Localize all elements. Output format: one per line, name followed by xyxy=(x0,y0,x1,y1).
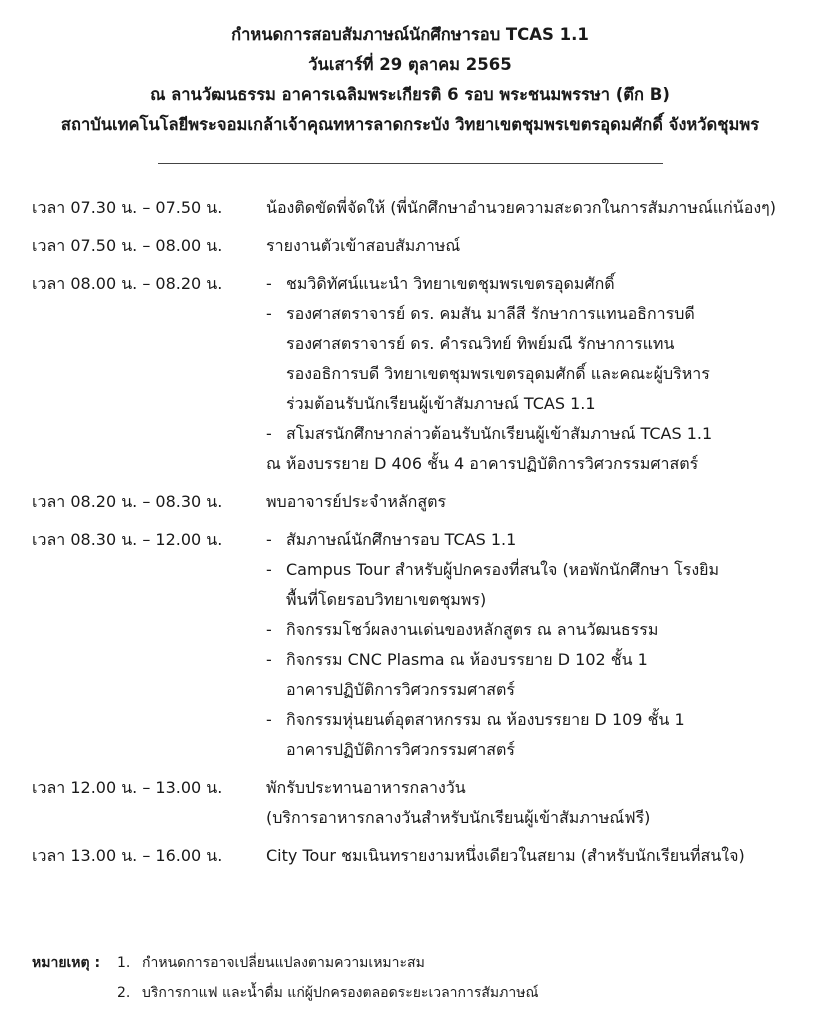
activity-bullet xyxy=(266,705,802,765)
schedule-content xyxy=(266,231,802,261)
schedule-item xyxy=(32,841,802,871)
schedule-content xyxy=(266,773,802,833)
schedule-time: เวลา 08.20 น. – 08.30 น. xyxy=(32,492,223,511)
activity-text: รองศาสตราจารย์ ดร. คมสัน มาลีสี รักษาการแทนอธิการบดี xyxy=(286,304,695,323)
event-venue: ณ ลานวัฒนธรรม อาคารเฉลิมพระเกียรติ 6 รอบ พระชนมพรรษา (ตึก B) xyxy=(150,85,670,104)
remark-label: หมายเหตุ : xyxy=(32,955,101,971)
schedule-time: เวลา 07.50 น. – 08.00 น. xyxy=(32,236,223,255)
activity-bullet xyxy=(266,645,802,705)
bullet-dash: - xyxy=(266,530,272,549)
bullet-dash: - xyxy=(266,424,272,443)
document-header xyxy=(0,20,820,140)
bullet-dash: - xyxy=(266,304,272,323)
activity-text: กิจกรรม CNC Plasma ณ ห้องบรรยาย D 102 ชั้น 1 xyxy=(286,650,648,669)
event-date: วันเสาร์ที่ 29 ตุลาคม 2565 xyxy=(308,55,512,74)
schedule-time: เวลา 12.00 น. – 13.00 น. xyxy=(32,778,223,797)
remark-text: กำหนดการอาจเปลี่ยนแปลงตามความเหมาะสม xyxy=(142,955,425,971)
bullet-dash: - xyxy=(266,620,272,639)
schedule-item xyxy=(32,269,802,479)
remark-number: 2. xyxy=(117,985,131,1001)
schedule-item xyxy=(32,525,802,765)
activity-text: อาคารปฏิบัติการวิศวกรรมศาสตร์ xyxy=(286,740,516,759)
activity-text: รองศาสตราจารย์ ดร. คำรณวิทย์ ทิพย์มณี รักษาการแทน xyxy=(286,334,675,353)
activity-text: ร่วมต้อนรับนักเรียนผู้เข้าสัมภาษณ์ TCAS 1.1 xyxy=(286,394,596,413)
schedule-content xyxy=(266,487,802,517)
activity-text: พักรับประทานอาหารกลางวัน xyxy=(266,778,466,797)
document-title: กำหนดการสอบสัมภาษณ์นักศึกษารอบ TCAS 1.1 xyxy=(231,25,589,44)
schedule-item xyxy=(32,487,802,517)
schedule-item xyxy=(32,193,802,223)
activity-text: รายงานตัวเข้าสอบสัมภาษณ์ xyxy=(266,236,461,255)
bullet-dash: - xyxy=(266,560,272,579)
activity-bullet xyxy=(266,555,802,615)
activity-bullet xyxy=(266,615,802,645)
activity-text: กิจกรรมโชว์ผลงานเด่นของหลักสูตร ณ ลานวัฒนธรรม xyxy=(286,620,659,639)
bullet-dash: - xyxy=(266,710,272,729)
schedule-content xyxy=(266,269,802,479)
remark-number: 1. xyxy=(117,955,131,971)
schedule-content xyxy=(266,841,802,871)
schedule-item xyxy=(32,231,802,261)
schedule-time: เวลา 13.00 น. – 16.00 น. xyxy=(32,846,223,865)
activity-text: พบอาจารย์ประจำหลักสูตร xyxy=(266,492,447,511)
activity-text: สัมภาษณ์นักศึกษารอบ TCAS 1.1 xyxy=(286,530,517,549)
remark-text: บริการกาแฟ และน้ำดื่ม แก่ผู้ปกครองตลอดระยะเวลาการสัมภาษณ์ xyxy=(142,985,539,1001)
schedule-item xyxy=(32,773,802,833)
activity-text: รองอธิการบดี วิทยาเขตชุมพรเขตรอุดมศักดิ์ และคณะผู้บริหาร xyxy=(286,364,710,383)
activity-bullet xyxy=(266,525,802,555)
activity-bullet xyxy=(266,419,802,449)
schedule-content xyxy=(266,193,802,223)
activity-text: อาคารปฏิบัติการวิศวกรรมศาสตร์ xyxy=(286,680,516,699)
schedule-list xyxy=(32,193,802,871)
schedule-time: เวลา 08.30 น. – 12.00 น. xyxy=(32,530,223,549)
schedule-time: เวลา 07.30 น. – 07.50 น. xyxy=(32,198,223,217)
activity-text: Campus Tour สำหรับผู้ปกครองที่สนใจ (หอพักนักศึกษา โรงยิม xyxy=(286,560,720,579)
activity-text: City Tour ชมเนินทรายงามหนึ่งเดียวในสยาม (สำหรับนักเรียนที่สนใจ) xyxy=(266,846,745,865)
activity-text: สโมสรนักศึกษากล่าวต้อนรับนักเรียนผู้เข้าสัมภาษณ์ TCAS 1.1 xyxy=(286,424,713,443)
activity-location: ณ ห้องบรรยาย D 406 ชั้น 4 อาคารปฏิบัติการวิศวกรรมศาสตร์ xyxy=(266,454,699,473)
bullet-dash: - xyxy=(266,274,272,293)
institute-name: สถาบันเทคโนโลยีพระจอมเกล้าเจ้าคุณทหารลาดกระบัง วิทยาเขตชุมพรเขตรอุดมศักดิ์ จังหวัดชุมพร xyxy=(60,115,760,134)
header-divider xyxy=(158,163,663,164)
activity-text: (บริการอาหารกลางวันสำหรับนักเรียนผู้เข้าสัมภาษณ์ฟรี) xyxy=(266,808,651,827)
bullet-dash: - xyxy=(266,650,272,669)
activity-bullet xyxy=(266,299,802,419)
activity-text: กิจกรรมหุ่นยนต์อุตสาหกรรม ณ ห้องบรรยาย D 109 ชั้น 1 xyxy=(286,710,685,729)
activity-text: พื้นที่โดยรอบวิทยาเขตชุมพร) xyxy=(286,590,487,609)
activity-bullet xyxy=(266,269,802,299)
activity-text: ชมวิดิทัศน์แนะนำ วิทยาเขตชุมพรเขตรอุดมศักดิ์ xyxy=(286,274,615,293)
activity-text: น้องติดขัดพี่จัดให้ (พี่นักศึกษาอำนวยความสะดวกในการสัมภาษณ์แก่น้องๆ) xyxy=(266,198,776,217)
schedule-time: เวลา 08.00 น. – 08.20 น. xyxy=(32,274,223,293)
schedule-content xyxy=(266,525,802,765)
